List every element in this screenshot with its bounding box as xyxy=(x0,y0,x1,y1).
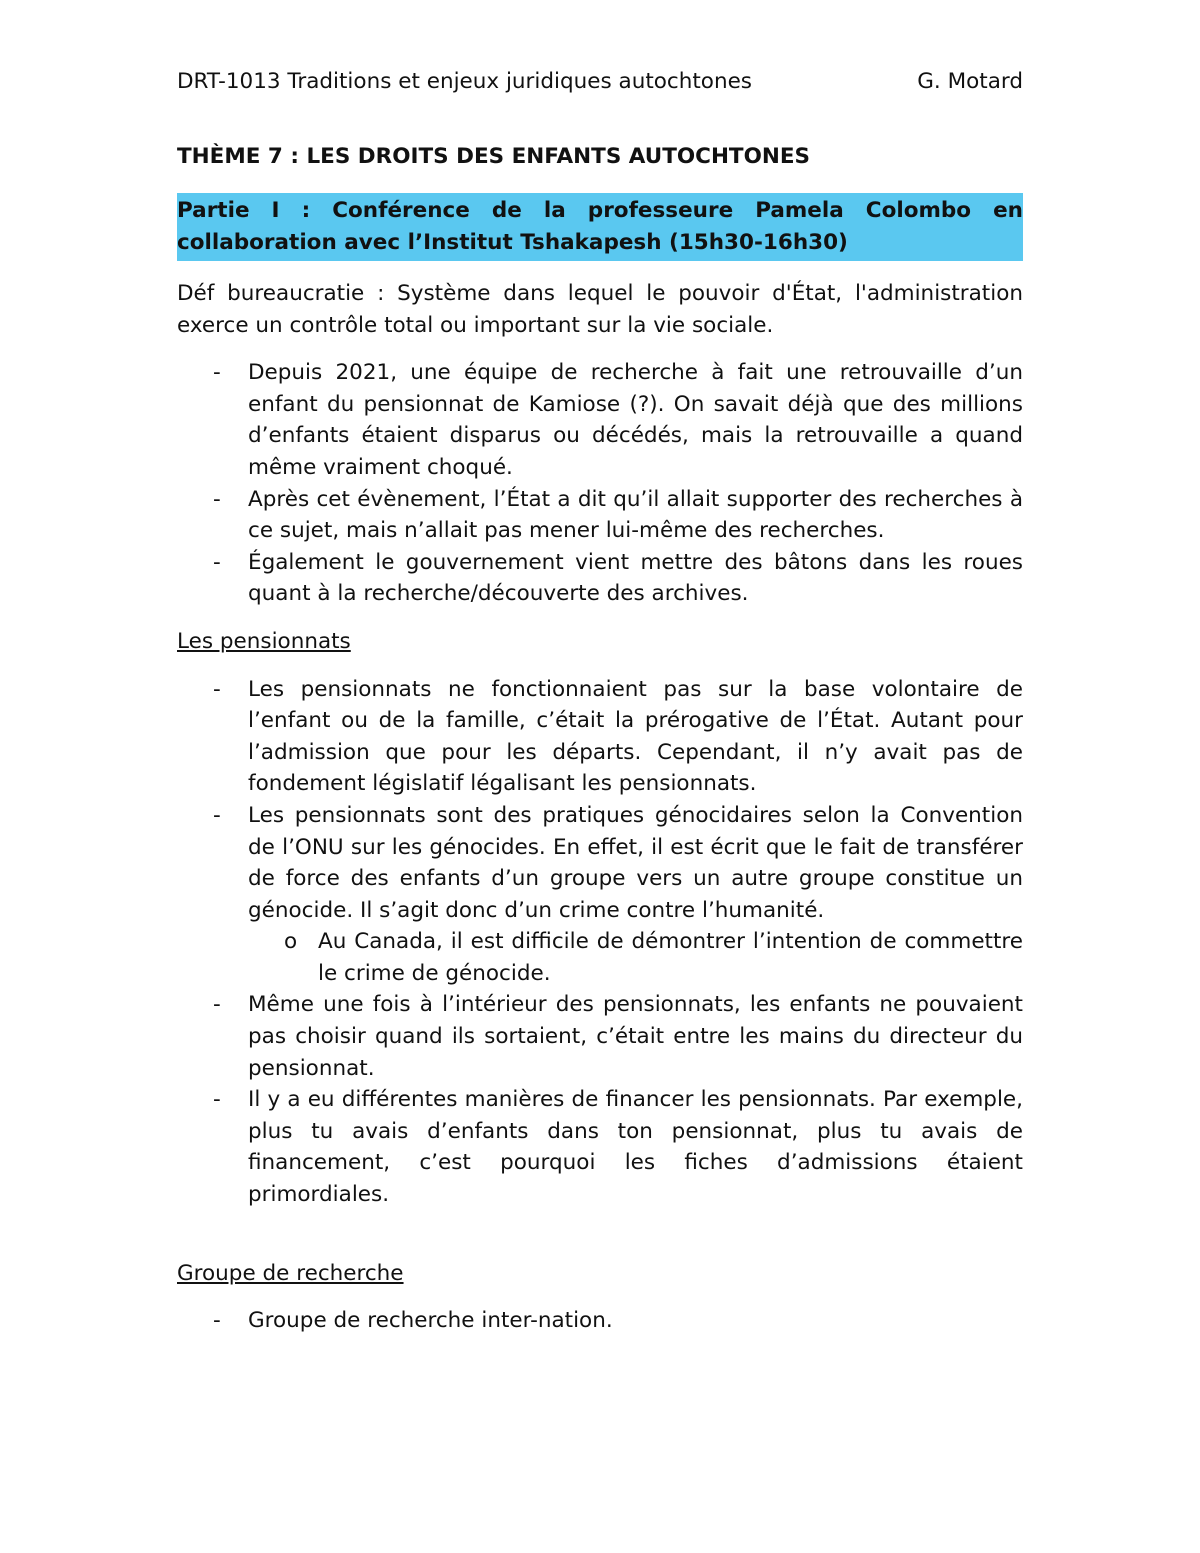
sub-list-item xyxy=(248,926,1023,989)
intro-list xyxy=(177,357,1023,610)
list-item-text: Depuis 2021, une équipe de recherche à fait une retrouvaille d’un enfant du pensionnat de Kamiose (?). On savait déjà que des millions d’enfants étaient disparus ou décédés, mais la retrouvaille a quand même vraiment choqué. xyxy=(248,360,1023,480)
list-item xyxy=(177,1084,1023,1210)
dash-bullet: - xyxy=(213,1308,221,1334)
list-item xyxy=(177,547,1023,610)
list-item-text: Les pensionnats ne fonctionnaient pas sur la base volontaire de l’enfant ou de la famille, c’était la prérogative de l’État. Autant pour l’admission que pour les départs. Cependant, il n’y avait pas de fondement législatif légalisant les pensionnats. xyxy=(248,676,1023,797)
dash-bullet: - xyxy=(213,992,221,1018)
list-item xyxy=(177,674,1023,800)
theme-title: THÈME 7 : LES DROITS DES ENFANTS AUTOCHTONES xyxy=(177,144,811,169)
groupe-list xyxy=(177,1305,1023,1337)
document-page xyxy=(177,66,1023,1337)
author-name: G. Motard xyxy=(917,69,1023,94)
list-item-text: Il y a eu différentes manières de financer les pensionnats. Par exemple, plus tu avais d’enfants dans ton pensionnat, plus tu avais de financement, c’est pourquoi les fiches d’admissions étaient primordiales. xyxy=(248,1087,1023,1208)
circle-bullet: o xyxy=(284,929,298,955)
dash-bullet: - xyxy=(213,360,221,386)
course-title: DRT-1013 Traditions et enjeux juridiques autochtones xyxy=(177,69,752,94)
list-item-text: Même une fois à l’intérieur des pensionnats, les enfants ne pouvaient pas choisir quand ils sortaient, c’était entre les mains du directeur du pensionnat. xyxy=(248,992,1023,1081)
list-item-text: Groupe de recherche inter-nation. xyxy=(248,1308,613,1334)
dash-bullet: - xyxy=(213,802,221,828)
dash-bullet: - xyxy=(213,676,221,702)
page-header xyxy=(177,66,1023,102)
list-item-text: Après cet évènement, l’État a dit qu’il allait supporter des recherches à ce sujet, mais n’allait pas mener lui-même des recherches. xyxy=(248,486,1023,544)
list-item xyxy=(177,1305,1023,1337)
sub-list-item-text: Au Canada, il est difficile de démontrer l’intention de commettre le crime de génocide. xyxy=(318,929,1023,986)
dash-bullet: - xyxy=(213,549,221,575)
section-heading-groupe: Groupe de recherche xyxy=(177,1260,404,1286)
section-heading-pensionnats: Les pensionnats xyxy=(177,628,351,654)
list-item-text: Les pensionnats sont des pratiques génocidaires selon la Convention de l’ONU sur les génocides. En effet, il est écrit que le fait de transférer de force des enfants d’un groupe vers un autre groupe constitue un génocide. Il s’agit donc d’un crime contre l’humanité. xyxy=(248,802,1023,923)
definition-paragraph: Déf bureaucratie : Système dans lequel le pouvoir d'État, l'administration exerce un contrôle total ou important sur la vie sociale. xyxy=(177,281,1023,338)
list-item xyxy=(177,484,1023,547)
dash-bullet: - xyxy=(213,1087,221,1113)
blank-line xyxy=(177,1211,1023,1242)
list-item xyxy=(177,989,1023,1084)
list-item xyxy=(177,800,1023,990)
list-item xyxy=(177,357,1023,483)
sub-list xyxy=(248,926,1023,989)
dash-bullet: - xyxy=(213,486,221,512)
list-item-text: Également le gouvernement vient mettre des bâtons dans les roues quant à la recherche/découverte des archives. xyxy=(248,549,1023,607)
pensionnats-list xyxy=(177,674,1023,1211)
part-title-highlight: Partie I : Conférence de la professeure Pamela Colombo en collaboration avec l’Institut Tshakapesh (15h30-16h30) xyxy=(177,193,1023,261)
